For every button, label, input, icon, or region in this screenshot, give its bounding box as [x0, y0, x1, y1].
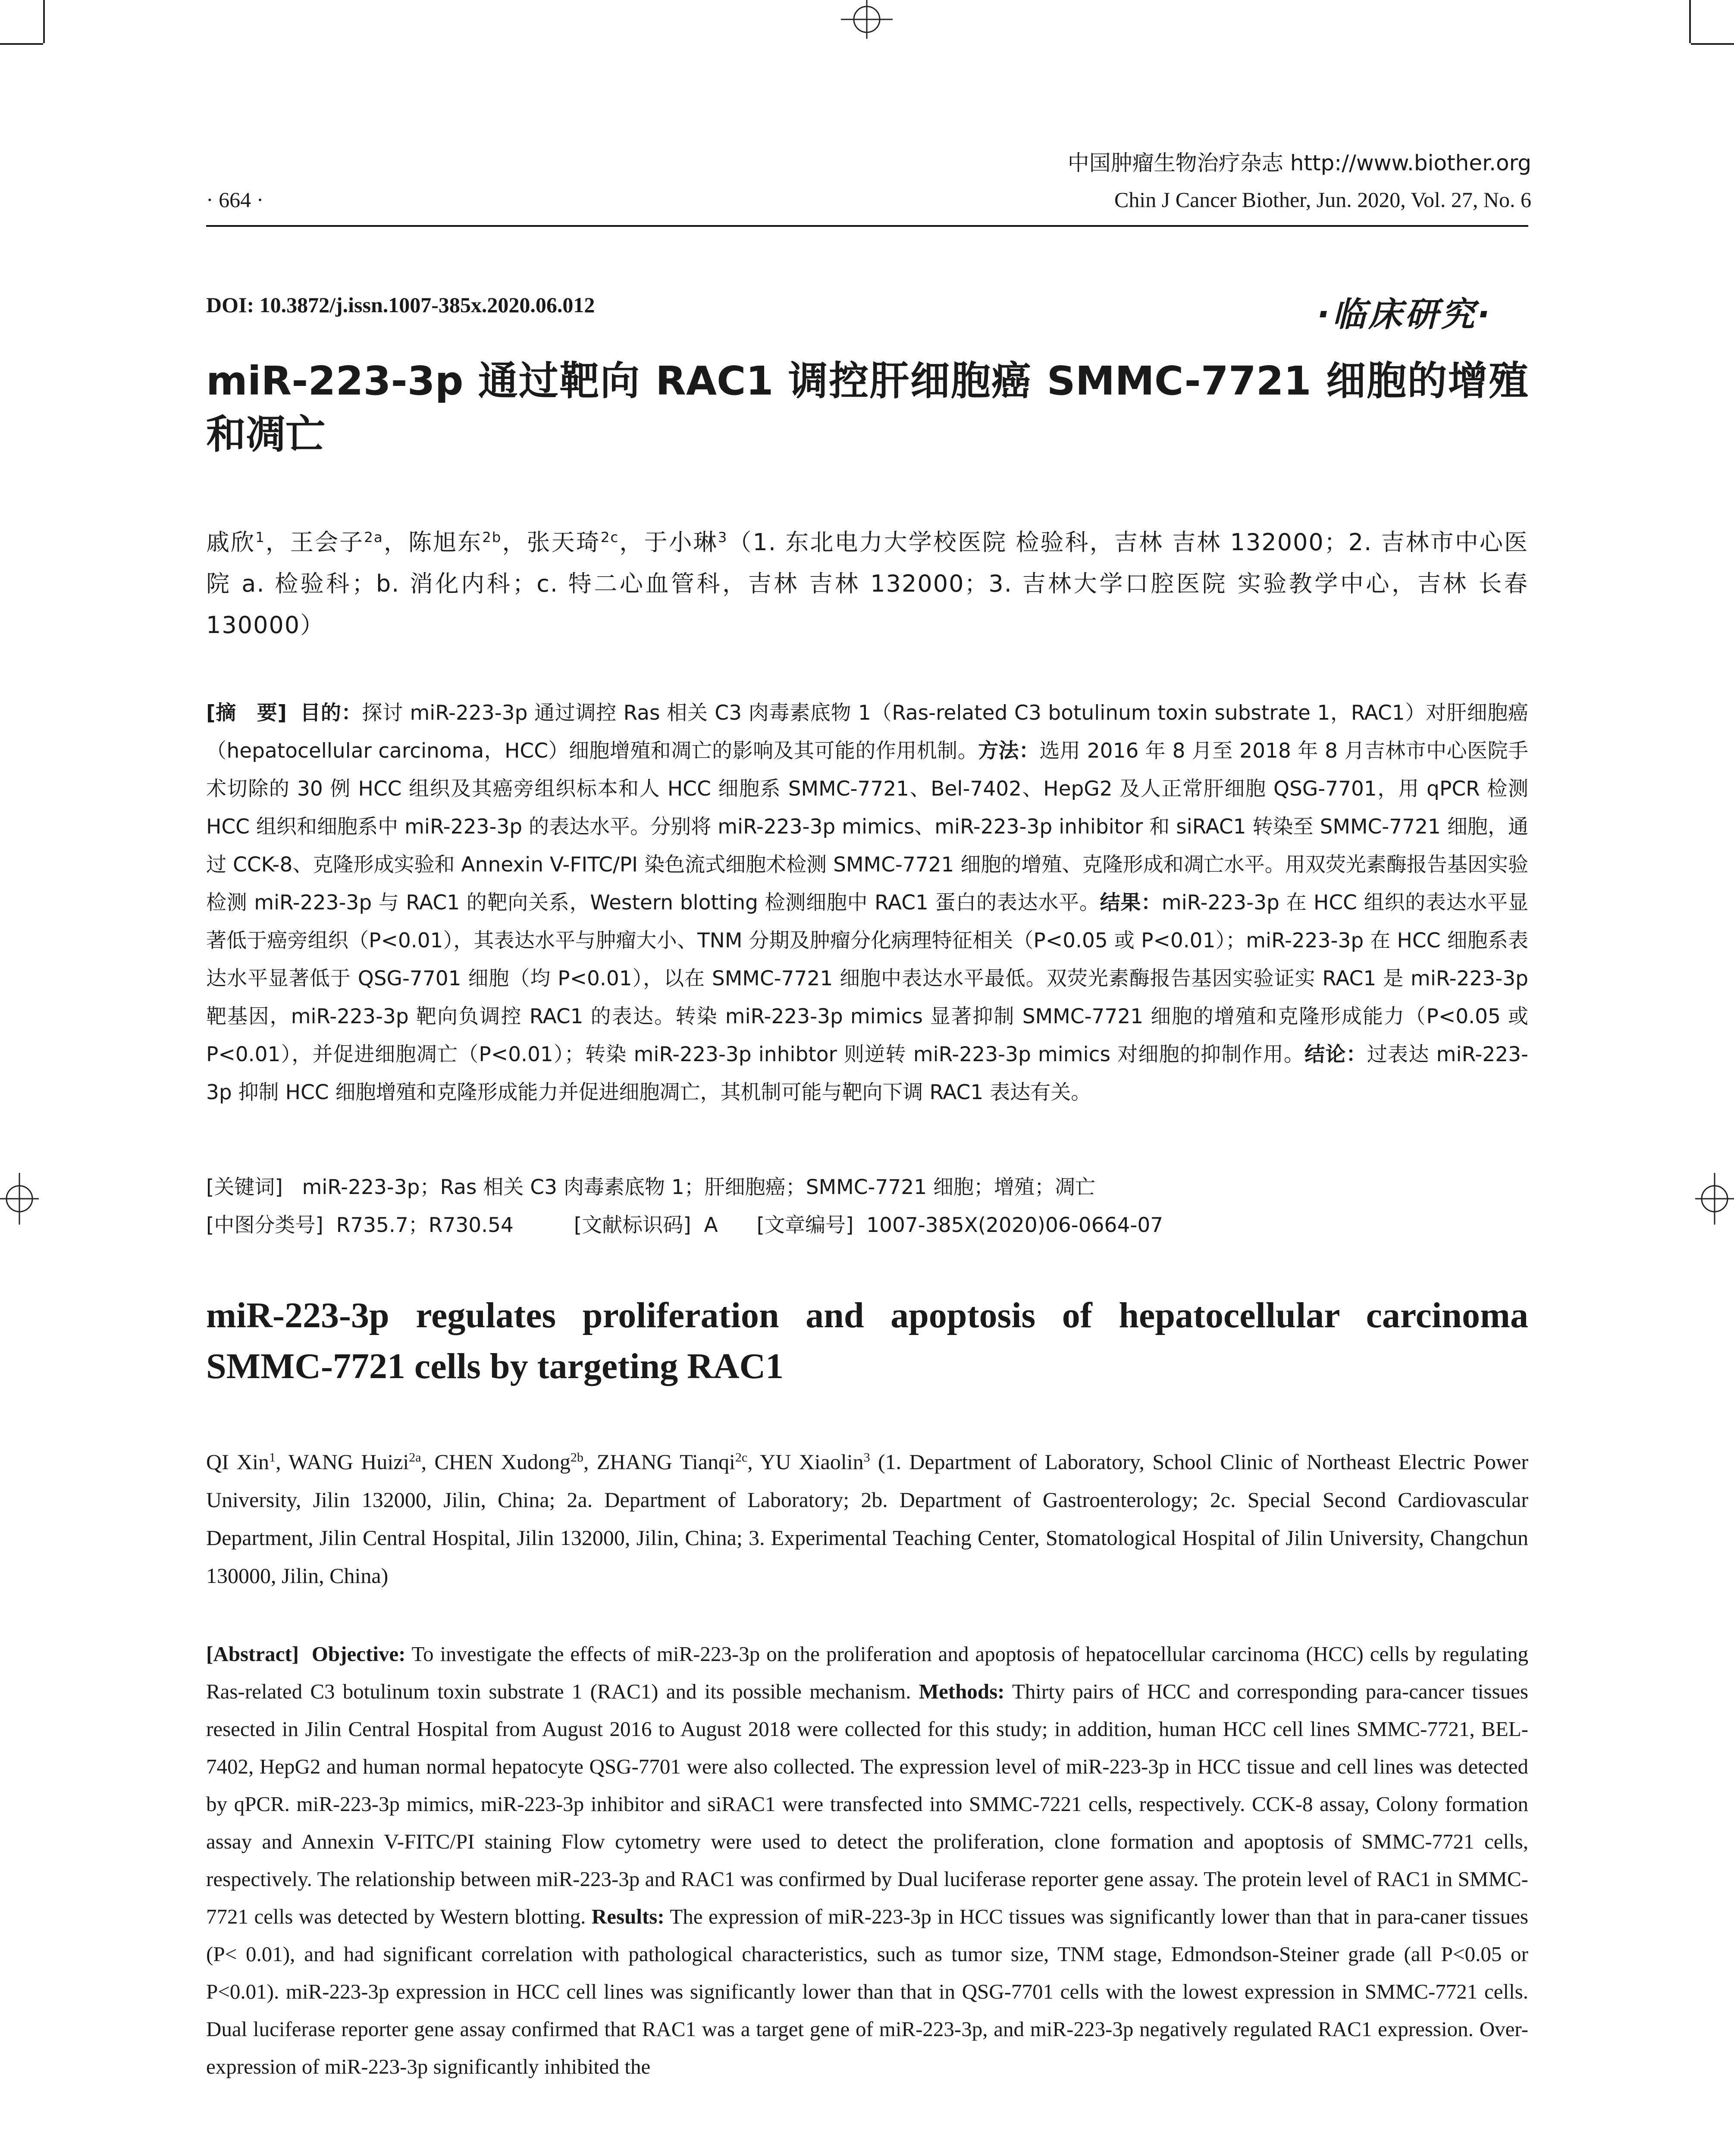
abstract-en — [206, 1635, 1528, 2085]
objective-label-en: Objective: — [311, 1642, 406, 1666]
article-number-value: 1007-385X(2020)06-0664-07 — [866, 1213, 1163, 1237]
author-cn: ，张天琦 — [502, 529, 601, 556]
author-affil-mark: 3 — [718, 529, 728, 545]
keywords-text-cn: miR-223-3p；Ras 相关 C3 肉毒素底物 1；肝细胞癌；SMMC-7721 细胞；增殖；凋亡 — [302, 1175, 1096, 1199]
methods-text-en: Thirty pairs of HCC and corresponding para-cancer tissues resected in Jilin Central Hospital from August 2016 to August 2018 were collected for this study; in addition, human HCC cell lines SMMC-7721, BEL-7402, HepG2 and human normal hepatocyte QSG-7701 were also collected. The expression level of miR-223-3p in HCC tissue and cell lines was detected by qPCR. miR-223-3p mimics, miR-223-3p inhibitor and siRAC1 were transfected into SMMC-7221 cells, respectively. CCK-8 assay, Colony formation assay and Annexin V-FITC/PI staining Flow cytometry were used to detect the proliferation, clone formation and apoptosis of SMMC-7721 cells, respectively. The relationship between miR-223-3p and RAC1 was confirmed by Dual luciferase reporter gene assay. The protein level of RAC1 in SMMC-7721 cells was detected by Western blotting. — [206, 1680, 1529, 1928]
registration-mark-right — [1695, 1156, 1734, 1242]
author-cn: ，陈旭东 — [383, 529, 483, 556]
authors-cn — [206, 522, 1528, 646]
doc-code-value: A — [704, 1213, 718, 1237]
page-number: · 664 · — [206, 188, 264, 212]
abstract-label-en: [Abstract] — [206, 1642, 299, 1666]
author-affil-mark: 1 — [269, 1450, 276, 1465]
author-en: , ZHANG Tianqi — [583, 1450, 735, 1474]
registration-mark-left — [0, 1156, 39, 1242]
conclusion-text-cn: 过表达 miR-223-3p 抑制 HCC 细胞增殖和克隆形成能力并促进细胞凋亡，其机制可能与靶向下调 RAC1 表达有关。 — [206, 1043, 1529, 1104]
author-cn: ，王会子 — [265, 529, 364, 556]
doi: DOI: 10.3872/j.issn.1007-385x.2020.06.012 — [206, 293, 595, 317]
author-affil-mark: 2c — [600, 529, 619, 545]
author-affil-mark: 1 — [255, 529, 265, 545]
crop-mark — [1691, 43, 1734, 45]
title-cn: miR-223-3p 通过靶向 RAC1 调控肝细胞癌 SMMC-7721 细胞的增殖和凋亡 — [206, 358, 1528, 458]
keywords-label-cn: [关键词] — [206, 1175, 283, 1199]
journal-citation-en: Chin J Cancer Biother, Jun. 2020, Vol. 27, No. 6 — [1114, 188, 1531, 212]
results-text-cn: miR-223-3p 在 HCC 组织的表达水平显著低于癌旁组织（P<0.01），其表达水平与肿瘤大小、TNM 分期及肿瘤分化病理特征相关（P<0.05 或 P<0.01）；miR-223-3p 在 HCC 细胞系表达水平显著低于 QSG-7701 细胞（均 P<0.01），以在 SMMC-7721 细胞中表达水平最低。双荧光素酶报告基因实验证实 RAC1 是 miR-223-3p 靶基因，miR-223-3p 靶向负调控 RAC1 的表达。转染 miR-223-3p mimics 显著抑制 SMMC-7721 细胞的增殖和克隆形成能力（P<0.05 或 P<0.01），并促进细胞凋亡（P<0.01）；转染 miR-223-3p inhibtor 则逆转 miR-223-3p mimics 对细胞的抑制作用。 — [206, 891, 1528, 1066]
methods-text-cn: 选用 2016 年 8 月至 2018 年 8 月吉林市中心医院手术切除的 30 例 HCC 组织及其癌旁组织标本和人 HCC 细胞系 SMMC-7721、Bel-7402、HepG2 及人正常肝细胞 QSG-7701，用 qPCR 检测 HCC 组织和细胞系中 miR-223-3p 的表达水平。分别将 miR-223-3p mimics、miR-223-3p inhibitor 和 siRAC1 转染至 SMMC-7721 细胞，通过 CCK-8、克隆形成实验和 Annexin V-FITC/PI 染色流式细胞术检测 SMMC-7721 细胞的增殖、克隆形成和凋亡水平。用双荧光素酶报告基因实验检测 miR-223-3p 与 RAC1 的靶向关系，Western blotting 检测细胞中 RAC1 蛋白的表达水平。 — [206, 739, 1529, 915]
results-label-cn: 结果： — [1100, 891, 1162, 915]
author-affil-mark: 3 — [863, 1450, 870, 1465]
methods-label-en: Methods: — [919, 1680, 1005, 1703]
affiliation-cn: （1. 东北电力大学校医院 检验科，吉林 吉林 132000；2. 吉林市中心医院 a. 检验科；b. 消化内科；c. 特二心血管科，吉林 吉林 132000；3. 吉林大学口腔医院 实验教学中心，吉林 长春 130000） — [206, 529, 1529, 639]
objective-text-en: To investigate the effects of miR-223-3p on the proliferation and apoptosis of hepatocellular carcinoma (HCC) cells by regulating Ras-related C3 botulinum toxin substrate 1 (RAC1) and its possible mechanism. — [206, 1642, 1529, 1703]
clc-value: R735.7；R730.54 — [336, 1213, 514, 1237]
crop-mark — [0, 43, 43, 45]
doc-code-label: [文献标识码] — [574, 1213, 691, 1237]
author-affil-mark: 2b — [482, 529, 502, 545]
author-cn: 戚欣 — [206, 529, 256, 556]
crop-mark — [43, 0, 45, 43]
author-affil-mark: 2b — [570, 1450, 583, 1465]
results-text-en: The expression of miR-223-3p in HCC tissues was significantly lower than that in para-caner tissues (P< 0.01), and had significant correlation with pathological characteristics, such as tumor size, TNM stage, Edmondson-Steiner grade (all P<0.05 or P<0.01). miR-223-3p expression in HCC cell lines was significantly lower than that in QSG-7701 cells with the lowest expression in SMMC-7721 cells. Dual luciferase reporter gene assay confirmed that RAC1 was a target gene of miR-223-3p, and miR-223-3p negatively regulated RAC1 expression. Over-expression of miR-223-3p significantly inhibited the — [206, 1905, 1529, 2078]
header-rule — [206, 225, 1528, 227]
abstract-label-cn: [摘 要] — [206, 701, 287, 725]
author-en: , WANG Huizi — [276, 1450, 409, 1474]
author-cn: ，于小琳 — [619, 529, 718, 556]
author-affil-mark: 2a — [409, 1450, 421, 1465]
abstract-cn — [206, 694, 1528, 1112]
authors-en — [206, 1443, 1528, 1595]
clc-label: [中图分类号] — [206, 1213, 323, 1237]
conclusion-label-cn: 结论： — [1304, 1043, 1367, 1066]
objective-text-cn: 探讨 miR-223-3p 通过调控 Ras 相关 C3 肉毒素底物 1（Ras-related C3 botulinum toxin substrate 1，RAC1）对肝细胞癌（hepatocellular carcinoma，HCC）细胞增殖和凋亡的影响及其可能的作用机制。 — [206, 701, 1529, 763]
objective-label-cn: 目的： — [300, 701, 362, 725]
author-en: , CHEN Xudong — [421, 1450, 571, 1474]
methods-label-cn: 方法： — [978, 739, 1040, 763]
keywords-cn — [206, 1169, 1528, 1206]
column-label: ·临床研究· — [1317, 295, 1493, 334]
author-en: , YU Xiaolin — [747, 1450, 864, 1474]
author-affil-mark: 2c — [735, 1450, 748, 1465]
crop-mark — [1689, 0, 1691, 43]
results-label-en: Results: — [591, 1905, 665, 1928]
affiliation-en: (1. Department of Laboratory, School Clinic of Northeast Electric Power University, Jilin 132000, Jilin, China; 2a. Department of Laboratory; 2b. Department of Gastroenterology; 2c. Special Second Cardiovascular Department, Jilin Central Hospital, Jilin 132000, Jilin, China; 3. Experimental Teaching Center, Stomatological Hospital of Jilin University, Changchun 130000, Jilin, China) — [206, 1450, 1529, 1588]
author-affil-mark: 2a — [364, 529, 383, 545]
journal-name-cn: 中国肿瘤生物治疗杂志 http://www.biother.org — [1067, 150, 1531, 175]
author-en: QI Xin — [206, 1450, 270, 1474]
article-number-label: [文章编号] — [756, 1213, 854, 1237]
classification-line — [206, 1206, 1528, 1244]
registration-mark-top — [824, 0, 910, 39]
title-en: miR-223-3p regulates proliferation and apoptosis of hepatocellular carcinoma SMMC-7721 cells by targeting RAC1 — [206, 1295, 1528, 1386]
